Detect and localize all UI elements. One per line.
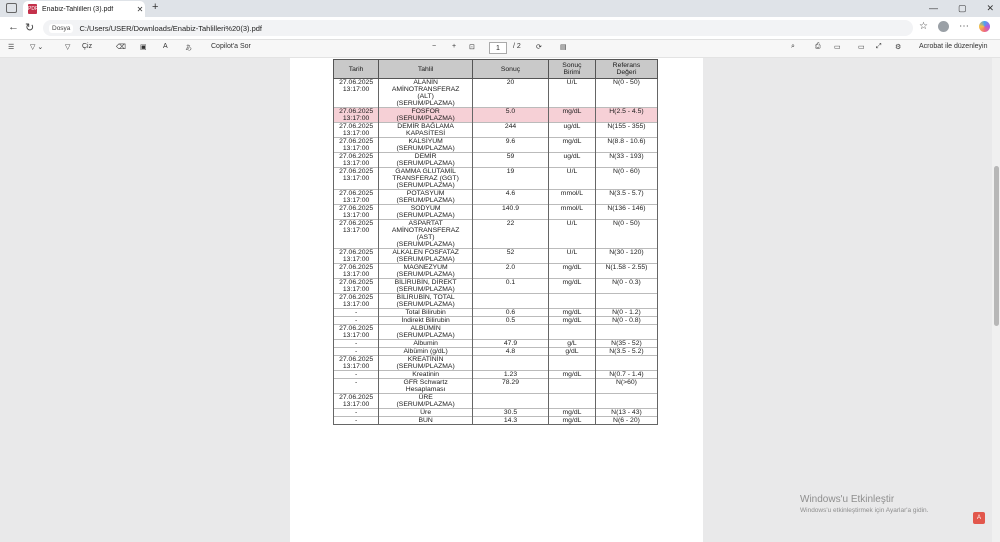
table-row	[334, 356, 658, 371]
table-row	[334, 205, 658, 220]
page-view-icon[interactable]: ▤	[560, 44, 567, 51]
cell-tahlil: GFR Schwartz Hesaplaması	[379, 379, 473, 394]
cell-tahlil: ALBÜMİN (SERUM/PLAZMA)	[379, 325, 473, 340]
cell-tahlil: ÜRE (SERUM/PLAZMA)	[379, 394, 473, 409]
text-icon[interactable]: ▣	[140, 44, 147, 51]
table-row	[334, 340, 658, 348]
cell-ref: N(0 - 50)	[595, 79, 657, 108]
cell-ref: H(2.5 - 4.5)	[595, 108, 657, 123]
cell-birim: ug/dL	[548, 153, 595, 168]
file-badge: Dosya	[49, 24, 73, 33]
cell-tahlil: Albumin	[379, 340, 473, 348]
cell-ref	[595, 356, 657, 371]
cell-sonuc: 20	[473, 79, 549, 108]
cell-birim: mg/dL	[548, 409, 595, 417]
cell-birim: mmol/L	[548, 205, 595, 220]
cell-tahlil: ASPARTAT AMİNOTRANSFERAZ (AST) (SERUM/PLAZMA)	[379, 220, 473, 249]
cell-tarih: -	[334, 409, 379, 417]
eraser-icon[interactable]: ⌫	[116, 44, 126, 51]
acrobat-icon[interactable]: A	[973, 512, 985, 524]
cell-ref: N(0 - 60)	[595, 168, 657, 190]
pdf-viewer[interactable]	[0, 58, 1000, 542]
translate-icon[interactable]: あ	[185, 45, 192, 52]
cell-ref: N(>60)	[595, 379, 657, 394]
cell-birim: U/L	[548, 79, 595, 108]
table-row	[334, 249, 658, 264]
cell-tarih: 27.06.2025 13:17:00	[334, 108, 379, 123]
table-row	[334, 264, 658, 279]
scrollbar[interactable]	[992, 58, 1000, 542]
cell-tarih: 27.06.2025 13:17:00	[334, 220, 379, 249]
cell-tarih: 27.06.2025 13:17:00	[334, 138, 379, 153]
cell-tarih: -	[334, 348, 379, 356]
cell-sonuc: 1.23	[473, 371, 549, 379]
cell-ref: N(0 - 50)	[595, 220, 657, 249]
tab-actions-icon[interactable]	[6, 3, 17, 13]
cell-birim: mg/dL	[548, 317, 595, 325]
cell-birim: U/L	[548, 249, 595, 264]
cell-sonuc: 2.0	[473, 264, 549, 279]
cell-tahlil: POTASYUM (SERUM/PLAZMA)	[379, 190, 473, 205]
cell-birim: mg/dL	[548, 371, 595, 379]
cell-sonuc	[473, 294, 549, 309]
tab-bar	[0, 0, 1000, 17]
cell-birim: mg/dL	[548, 309, 595, 317]
cell-birim: g/dL	[548, 348, 595, 356]
cell-tahlil: KALSİYUM (SERUM/PLAZMA)	[379, 138, 473, 153]
cell-tarih: -	[334, 371, 379, 379]
acrobat-edit-button[interactable]: Acrobat ile düzenleyin	[919, 43, 988, 50]
cell-ref: N(30 - 120)	[595, 249, 657, 264]
cell-birim: mg/dL	[548, 417, 595, 425]
table-row	[334, 325, 658, 340]
rotate-icon[interactable]: ⟳	[536, 44, 542, 51]
cell-tahlil: Albümin (g/dL)	[379, 348, 473, 356]
table-row	[334, 317, 658, 325]
col-birim	[548, 60, 595, 79]
zoom-in-button[interactable]: +	[452, 43, 457, 50]
print-icon[interactable]: ⎙	[815, 43, 821, 50]
cell-sonuc: 30.5	[473, 409, 549, 417]
cell-sonuc: 4.6	[473, 190, 549, 205]
pdf-page	[290, 58, 703, 542]
more-icon[interactable]: ⋯	[959, 21, 969, 32]
table-header-row	[334, 60, 658, 79]
cell-tarih: 27.06.2025 13:17:00	[334, 394, 379, 409]
cell-tahlil: BİLİRUBİN, DİREKT (SERUM/PLAZMA)	[379, 279, 473, 294]
maximize-button[interactable]: ▢	[957, 3, 967, 13]
cell-tahlil: DEMİR BAĞLAMA KAPASİTESİ	[379, 123, 473, 138]
cell-ref: N(0 - 1.2)	[595, 309, 657, 317]
cell-tahlil: ALANİN AMİNOTRANSFERAZ (ALT) (SERUM/PLAZMA)	[379, 79, 473, 108]
cell-sonuc: 78.29	[473, 379, 549, 394]
cell-ref: N(0.7 - 1.4)	[595, 371, 657, 379]
table-row	[334, 153, 658, 168]
cell-tarih: 27.06.2025 13:17:00	[334, 294, 379, 309]
highlight-icon[interactable]: ▽ ⌄	[30, 44, 44, 51]
cell-tarih: 27.06.2025 13:17:00	[334, 153, 379, 168]
cell-tahlil: DEMİR (SERUM/PLAZMA)	[379, 153, 473, 168]
cell-ref: N(0 - 0.8)	[595, 317, 657, 325]
lab-results-table	[333, 59, 658, 425]
settings-icon[interactable]: ⚙	[895, 44, 902, 51]
cell-tarih: 27.06.2025 13:17:00	[334, 123, 379, 138]
table-row	[334, 168, 658, 190]
refresh-icon[interactable]: ↻	[25, 22, 35, 34]
table-row	[334, 294, 658, 309]
cell-tarih: 27.06.2025 13:17:00	[334, 168, 379, 190]
save-icon[interactable]: ▭	[834, 44, 841, 51]
cell-ref: N(33 - 193)	[595, 153, 657, 168]
cell-sonuc: 9.6	[473, 138, 549, 153]
pdf-toolbar	[0, 40, 1000, 58]
cell-tarih: -	[334, 317, 379, 325]
address-bar	[0, 17, 1000, 40]
copilot-icon[interactable]	[979, 21, 990, 32]
search-icon[interactable]: ⌕	[791, 43, 795, 50]
favorites-icon[interactable]: ☆	[919, 21, 928, 32]
table-row	[334, 394, 658, 409]
cell-sonuc: 47.9	[473, 340, 549, 348]
cell-ref: N(8.8 - 10.6)	[595, 138, 657, 153]
draw-button[interactable]: Çiz	[82, 43, 93, 50]
table-row	[334, 371, 658, 379]
cell-sonuc: 14.3	[473, 417, 549, 425]
activation-watermark	[800, 494, 928, 514]
cell-birim: U/L	[548, 168, 595, 190]
cell-tarih: 27.06.2025 13:17:00	[334, 264, 379, 279]
cell-sonuc: 0.1	[473, 279, 549, 294]
cell-ref: N(13 - 43)	[595, 409, 657, 417]
cell-birim: mmol/L	[548, 190, 595, 205]
cell-sonuc: 19	[473, 168, 549, 190]
cell-ref: N(136 - 146)	[595, 205, 657, 220]
cell-sonuc: 0.5	[473, 317, 549, 325]
col-referans-label: Referans Değeri	[612, 62, 641, 76]
cell-tarih: -	[334, 309, 379, 317]
cell-birim	[548, 379, 595, 394]
cell-tarih: -	[334, 417, 379, 425]
cell-ref	[595, 325, 657, 340]
cell-tarih: 27.06.2025 13:17:00	[334, 279, 379, 294]
cell-tahlil: Kreatinin	[379, 371, 473, 379]
table-row	[334, 279, 658, 294]
table-row	[334, 138, 658, 153]
cell-sonuc: 5.0	[473, 108, 549, 123]
cell-tahlil: FOSFOR (SERUM/PLAZMA)	[379, 108, 473, 123]
fit-page-icon[interactable]: ⊡	[469, 44, 475, 51]
cell-ref: N(6 - 20)	[595, 417, 657, 425]
table-row	[334, 379, 658, 394]
cell-tarih: 27.06.2025 13:17:00	[334, 205, 379, 220]
tab-close-icon[interactable]: ✕	[136, 4, 144, 14]
page-total: / 2	[513, 43, 521, 50]
cell-sonuc: 4.8	[473, 348, 549, 356]
cell-tahlil: GAMMA GLUTAMİL TRANSFERAZ (GGT) (SERUM/PLAZMA)	[379, 168, 473, 190]
cell-tarih: 27.06.2025 13:17:00	[334, 356, 379, 371]
col-tarih: Tarih	[334, 60, 379, 79]
cell-birim	[548, 394, 595, 409]
url-box[interactable]	[43, 20, 913, 36]
cell-sonuc	[473, 394, 549, 409]
cell-birim: g/L	[548, 340, 595, 348]
minimize-button[interactable]: —	[928, 3, 938, 13]
cell-tahlil: KREATİNİN (SERUM/PLAZMA)	[379, 356, 473, 371]
tab-active[interactable]	[23, 1, 145, 17]
fullscreen-icon[interactable]: ⤢	[876, 43, 882, 50]
page-number-input[interactable]: 1	[489, 42, 507, 54]
cell-tahlil: MAGNEZYUM (SERUM/PLAZMA)	[379, 264, 473, 279]
watermark-subtitle: Windows'u etkinleştirmek için Ayarlar'a gidin.	[800, 507, 929, 514]
cell-tarih: -	[334, 379, 379, 394]
cell-birim: ug/dL	[548, 123, 595, 138]
col-birim-label: Sonuç Birimi	[562, 62, 582, 76]
cell-birim	[548, 325, 595, 340]
back-icon[interactable]: ←	[8, 21, 19, 33]
draw-icon[interactable]: ▽	[65, 44, 71, 51]
cell-tahlil: BİLİRUBİN, TOTAL (SERUM/PLAZMA)	[379, 294, 473, 309]
contents-icon[interactable]: ☰	[8, 44, 15, 51]
new-tab-button[interactable]: +	[152, 1, 159, 13]
cell-tahlil: Total Bilirubin	[379, 309, 473, 317]
cell-ref	[595, 394, 657, 409]
cell-sonuc: 59	[473, 153, 549, 168]
cell-sonuc: 52	[473, 249, 549, 264]
cell-tahlil: ALKALEN FOSFATAZ (SERUM/PLAZMA)	[379, 249, 473, 264]
cell-tarih: 27.06.2025 13:17:00	[334, 325, 379, 340]
cell-birim	[548, 356, 595, 371]
table-row	[334, 417, 658, 425]
cell-ref	[595, 294, 657, 309]
table-row	[334, 123, 658, 138]
cell-birim: mg/dL	[548, 138, 595, 153]
zoom-out-button[interactable]: −	[432, 43, 437, 50]
cell-birim: mg/dL	[548, 264, 595, 279]
cell-ref: N(1.58 - 2.55)	[595, 264, 657, 279]
col-referans	[595, 60, 657, 79]
table-row	[334, 220, 658, 249]
col-sonuc: Sonuç	[473, 60, 549, 79]
avatar[interactable]	[938, 21, 949, 32]
cell-ref: N(155 - 355)	[595, 123, 657, 138]
cell-ref: N(3.5 - 5.2)	[595, 348, 657, 356]
pdf-icon: PDF	[28, 6, 38, 12]
cell-ref: N(0 - 0.3)	[595, 279, 657, 294]
copilot-button[interactable]: Copilot'a Sor	[211, 43, 251, 50]
close-window-button[interactable]: ✕	[986, 3, 994, 13]
table-row	[334, 108, 658, 123]
cell-birim: mg/dL	[548, 108, 595, 123]
watermark-title: Windows'u Etkinleştir	[800, 494, 895, 505]
table-row	[334, 79, 658, 108]
scroll-thumb[interactable]	[994, 166, 999, 326]
save-as-icon[interactable]: ▭	[858, 44, 865, 51]
url-text[interactable]: C:/Users/USER/Downloads/Enabiz-Tahlilleri%20(3).pdf	[79, 23, 263, 33]
cell-birim	[548, 294, 595, 309]
cell-tahlil: BUN	[379, 417, 473, 425]
cell-tahlil: Üre	[379, 409, 473, 417]
cell-tahlil: İndirekt Bilirubin	[379, 317, 473, 325]
table-row	[334, 409, 658, 417]
cell-sonuc	[473, 356, 549, 371]
cell-tarih: 27.06.2025 13:17:00	[334, 79, 379, 108]
cell-sonuc	[473, 325, 549, 340]
tab-title: Enabiz-Tahlilleri (3).pdf	[42, 5, 114, 13]
table-row	[334, 348, 658, 356]
cell-sonuc: 244	[473, 123, 549, 138]
cell-birim: U/L	[548, 220, 595, 249]
cell-birim: mg/dL	[548, 279, 595, 294]
cell-sonuc: 140.9	[473, 205, 549, 220]
cell-sonuc: 22	[473, 220, 549, 249]
table-row	[334, 309, 658, 317]
table-row	[334, 190, 658, 205]
col-tahlil: Tahlil	[379, 60, 473, 79]
cell-ref: N(3.5 - 5.7)	[595, 190, 657, 205]
cell-tarih: 27.06.2025 13:17:00	[334, 249, 379, 264]
read-aloud-icon[interactable]: A	[163, 43, 168, 50]
cell-tarih: 27.06.2025 13:17:00	[334, 190, 379, 205]
cell-ref: N(35 - 52)	[595, 340, 657, 348]
cell-tahlil: SODYUM (SERUM/PLAZMA)	[379, 205, 473, 220]
cell-sonuc: 0.6	[473, 309, 549, 317]
cell-tarih: -	[334, 340, 379, 348]
